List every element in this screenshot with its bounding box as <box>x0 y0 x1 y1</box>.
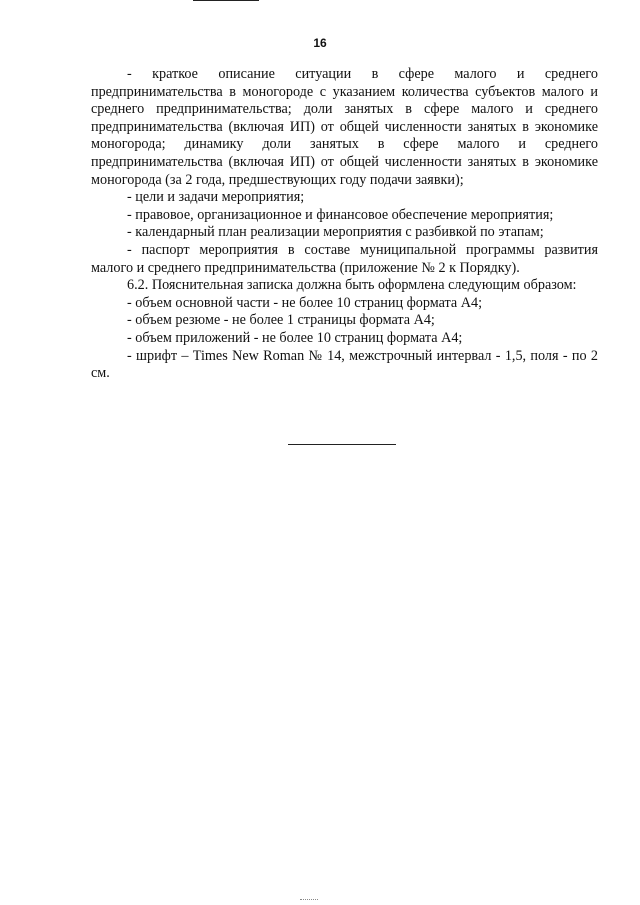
list-item-support: - правовое, организационное и финансовое обеспечение мероприятия; <box>127 206 554 223</box>
page-number: 16 <box>313 36 327 50</box>
list-item-resume-volume: - объем резюме - не более 1 страницы формата А4; <box>127 312 435 329</box>
list-item-main-volume: - объем основной части - не более 10 страниц формата А4; <box>127 294 483 311</box>
list-item-appendix-volume: - объем приложений - не более 10 страниц формата А4; <box>127 329 463 346</box>
top-separator-line <box>193 0 259 1</box>
end-of-text-line <box>288 444 396 445</box>
list-item-situation-description: - краткое описание ситуации в сфере малого и среднего предпринимательства в моногороде с указанием количества субъектов малого и среднего предпринимательства; доли занятых в сфере малого и среднего предпринимательства (включая ИП) от общей численности занятых в экономике моногорода; динамику доли занятых в сфере малого и среднего предпринимательства (включая ИП) от общей численности занятых в экономике моногорода (за 2 года, предшествующих году подачи заявки); <box>91 66 598 188</box>
bottom-scan-mark <box>300 899 318 900</box>
list-item-goals: - цели и задачи мероприятия; <box>127 189 305 206</box>
section-6-2-paragraph: 6.2. Пояснительная записка должна быть оформлена следующим образом: <box>127 277 577 294</box>
document-body <box>91 66 598 383</box>
list-item-calendar-plan: - календарный план реализации мероприятия с разбивкой по этапам; <box>127 224 544 241</box>
list-item-passport: - паспорт мероприятия в составе муниципальной программы развития малого и среднего предпринимательства (приложение № 2 к Порядку). <box>91 241 598 276</box>
list-item-font-requirements: - шрифт – Times New Roman № 14, межстрочный интервал - 1,5, поля - по 2 см. <box>91 347 598 382</box>
